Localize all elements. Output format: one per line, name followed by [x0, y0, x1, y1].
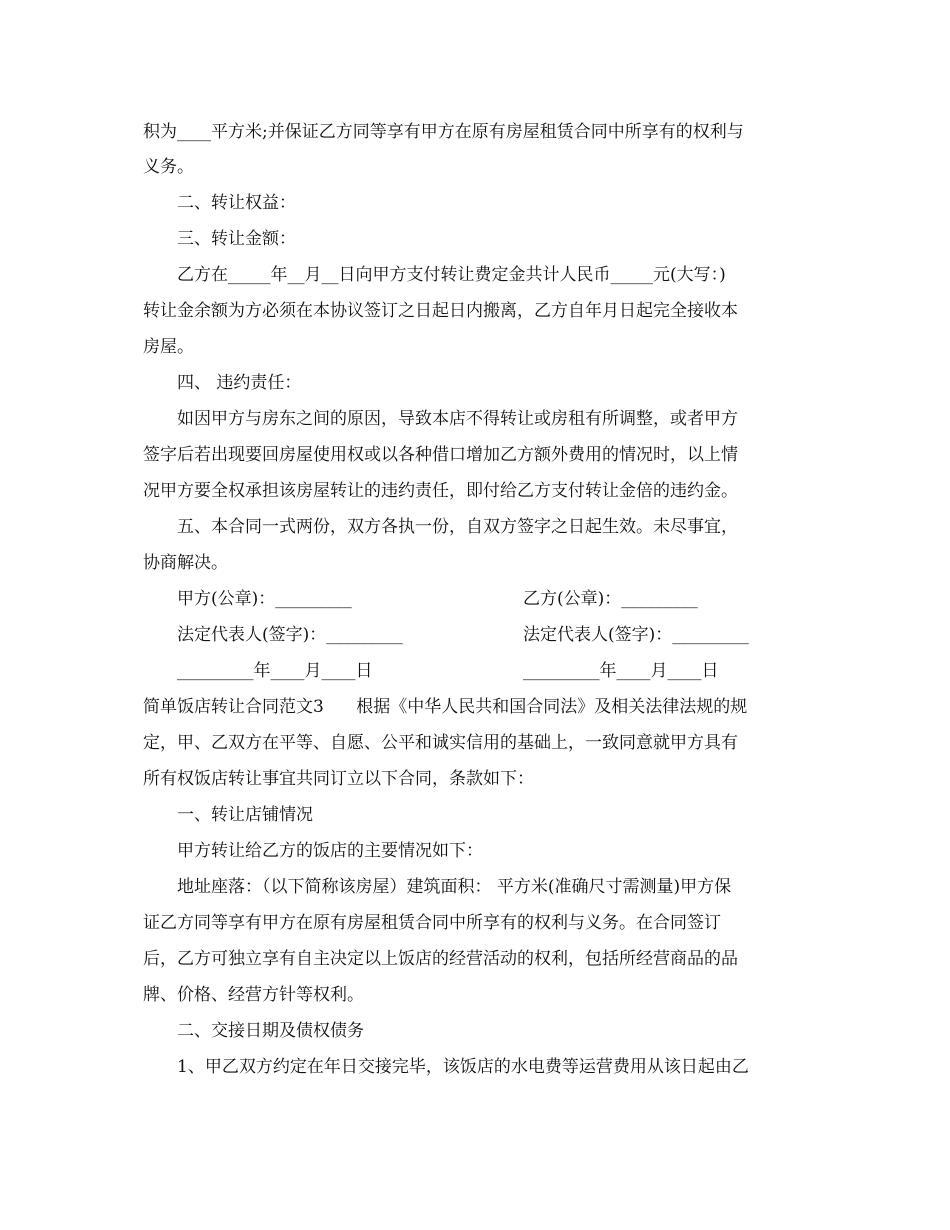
section-heading: 四、 违约责任： — [177, 373, 302, 393]
paragraph-line: 后，乙方可独立享有自主决定以上饭店的经营活动的权利，包括所经营商品的品 — [143, 949, 738, 969]
paragraph-line: 牌、价格、经营方针等权利。 — [143, 985, 364, 1005]
paragraph-line: 甲方转让给乙方的饭店的主要情况如下： — [177, 841, 483, 861]
paragraph-line: 证乙方同等享有甲方在原有房屋租赁合同中所享有的权利与义务。在合同签订 — [143, 913, 721, 933]
section-heading: 二、转让权益： — [177, 193, 296, 213]
paragraph-line: 地址座落：（以下简称该房屋）建筑面积： 平方米(准确尺寸需测量)甲方保 — [177, 877, 732, 897]
paragraph-line: 简单饭店转让合同范文3 根据《中华人民共和国合同法》及相关法律法规的规 — [143, 697, 748, 717]
paragraph-line: 定，甲、乙双方在平等、自愿、公平和诚实信用的基础上，一致同意就甲方具有 — [143, 733, 738, 753]
paragraph-line: 况甲方要全权承担该房屋转让的违约责任，即付给乙方支付转让金倍的违约金。 — [143, 481, 738, 501]
paragraph-line: 义务。 — [143, 157, 194, 177]
paragraph-line: 1、甲乙双方约定在年日交接完毕，该饭店的水电费等运营费用从该日起由乙 — [177, 1057, 749, 1077]
party-b-representative-field: 法定代表人(签字)：_________ — [523, 625, 749, 645]
section-heading: 二、交接日期及债权债务 — [177, 1021, 364, 1041]
paragraph-line: 积为____平方米;并保证乙方同等享有甲方在原有房屋租赁合同中所享有的权利与 — [143, 122, 744, 142]
paragraph-line: 房屋。 — [143, 337, 194, 357]
party-a-seal-field: 甲方(公章)：_________ — [177, 589, 352, 609]
paragraph-line: 乙方在_____年__月__日向甲方支付转让费定金共计人民币_____元(大写：) — [177, 265, 726, 285]
section-heading: 三、转让金额： — [177, 229, 296, 249]
paragraph-line: 五、本合同一式两份，双方各执一份，自双方签字之日起生效。未尽事宜， — [177, 517, 738, 537]
party-b-date-field: _________年____月____日 — [523, 661, 719, 681]
party-a-date-field: _________年____月____日 — [177, 661, 373, 681]
paragraph-line: 协商解决。 — [143, 553, 228, 573]
paragraph-line: 所有权饭店转让事宜共同订立以下合同，条款如下： — [143, 769, 534, 789]
paragraph-line: 如因甲方与房东之间的原因，导致本店不得转让或房租有所调整，或者甲方 — [177, 409, 738, 429]
paragraph-line: 签字后若出现要回房屋使用权或以各种借口增加乙方额外费用的情况时，以上情 — [143, 445, 738, 465]
section-heading: 一、转让店铺情况 — [177, 805, 313, 825]
paragraph-line: 转让金余额为方必须在本协议签订之日起日内搬离，乙方自年月日起完全接收本 — [143, 301, 738, 321]
party-a-representative-field: 法定代表人(签字)：_________ — [177, 625, 403, 645]
party-b-seal-field: 乙方(公章)：_________ — [523, 589, 698, 609]
